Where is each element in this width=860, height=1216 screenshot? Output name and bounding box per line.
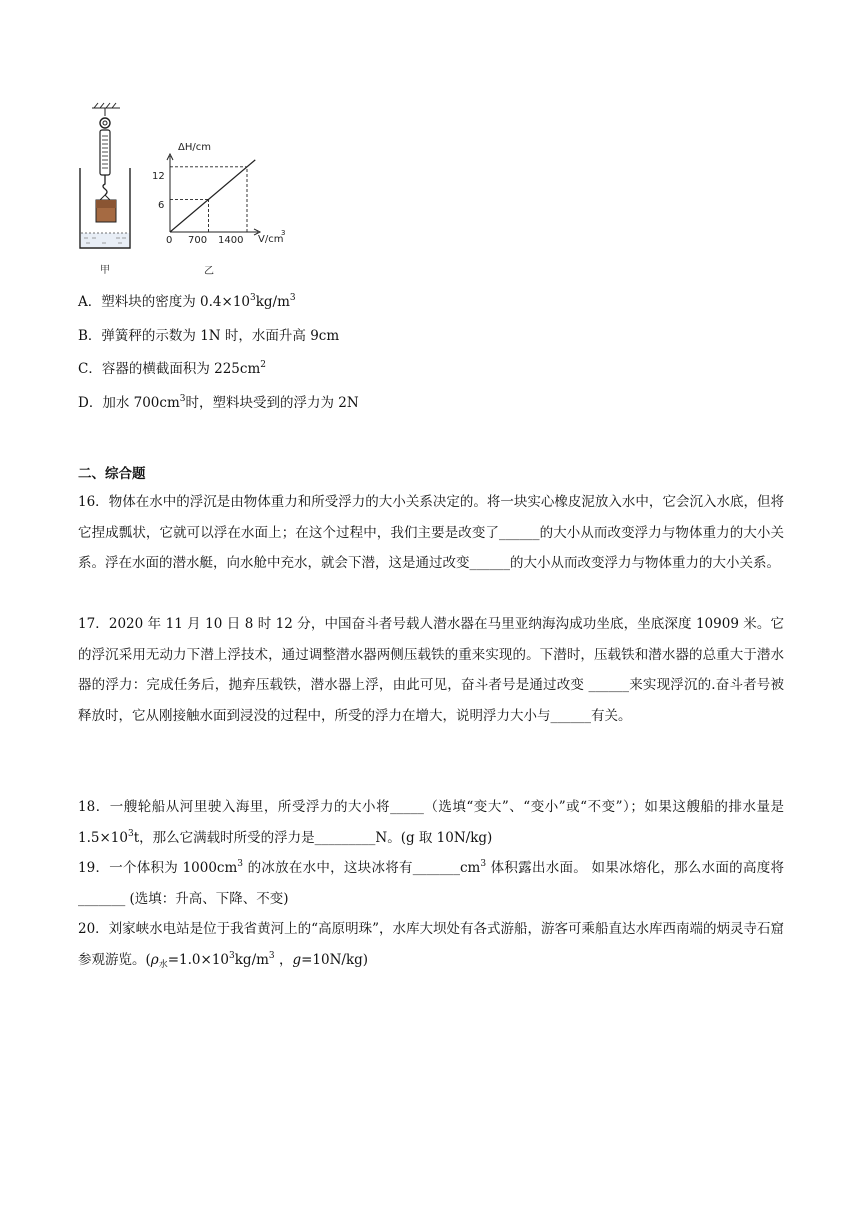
- question-19: 19．一个体积为 $1000cm^3$ 的冰放在水中，这块冰将有$\_\_\_\_\_\_\_cm^3$ 体积露出水面。 如果冰熔化，那么水面的高度将_______ (选填：升高、下降、不变): [78, 859, 784, 907]
- graph: [152, 142, 285, 246]
- x-tick-700: 700: [188, 235, 208, 246]
- option-c: C．容器的横截面积为 $225cm^2$: [78, 360, 266, 377]
- x-axis-label: V/cm: [258, 234, 284, 245]
- ceiling-hatch: [92, 103, 120, 108]
- x-tick-1400: 1400: [218, 235, 244, 246]
- y-axis-label: ΔH/cm: [178, 142, 211, 153]
- water: [81, 233, 129, 247]
- x-axis-label-sup: 3: [281, 229, 286, 237]
- option-b: B．弹簧秤的示数为 1N 时，水面升高 9cm: [78, 328, 340, 344]
- figure-svg: [72, 100, 302, 280]
- question-figure: [72, 100, 302, 280]
- data-line: [170, 160, 255, 232]
- question-16: 16．物体在水中的浮沉是由物体重力和所受浮力的大小关系决定的。将一块实心橡皮泥放入水中，它会沉入水底，但将它捏成瓢状，它就可以浮在水面上；在这个过程中，我们主要是改变了______的大小从而改变浮力与物体重力的大小关系。浮在水面的潜水艇，向水舱中充水，就会下潜，这是通过改变______的大小从而改变浮力与物体重力的大小关系。: [78, 494, 784, 571]
- caption-jia: 甲: [100, 265, 110, 276]
- question-17: 17．2020 年 11 月 10 日 8 时 12 分，中国奋斗者号载人潜水器在马里亚纳海沟成功坐底，坐底深度 10909 米。它的浮沉采用无动力下潜上浮技术，通过调整潜水器两侧压载铁的重来实现的。下潜时，压载铁和潜水器的总重大于潜水器的浮力：完成任务后，抛弃压载铁，潜水器上浮，由此可见，奋斗者号是通过改变 ______来实现浮沉的.奋斗者号被释放时，它从刚接触水面到浸没的过程中，所受的浮力在增大，说明浮力大小与______有关。: [78, 616, 784, 724]
- caption-yi: 乙: [204, 266, 214, 277]
- question-20: 20．刘家峡水电站是位于我省黄河上的“高原明珠”，水库大坝处有各式游船，游客可乘船直达水库西南端的炳灵寺石窟参观游览。($\rho_水=1.0\times 10^3kg/m^3$ ，g=10N/kg): [78, 921, 784, 970]
- question-18: 18．一艘轮船从河里驶入海里，所受浮力的大小将_____（选填“变大”、“变小”或“不变”）；如果这艘船的排水量是 $1.5\times 10^3t$，那么它满载时所受的浮力是_________N。(g 取 10N/kg): [78, 799, 784, 846]
- y-tick-12: 12: [152, 171, 165, 182]
- section-title: 二、综合题: [78, 466, 146, 482]
- ring: [100, 118, 110, 128]
- option-a: A．塑料块的密度为 $0.4\times 10^3kg/m^3$: [78, 293, 296, 310]
- option-d: D．加水 $700cm^3$时，塑料块受到的浮力为 2N: [78, 394, 359, 411]
- origin-label: 0: [166, 235, 173, 246]
- y-tick-6: 6: [158, 200, 165, 211]
